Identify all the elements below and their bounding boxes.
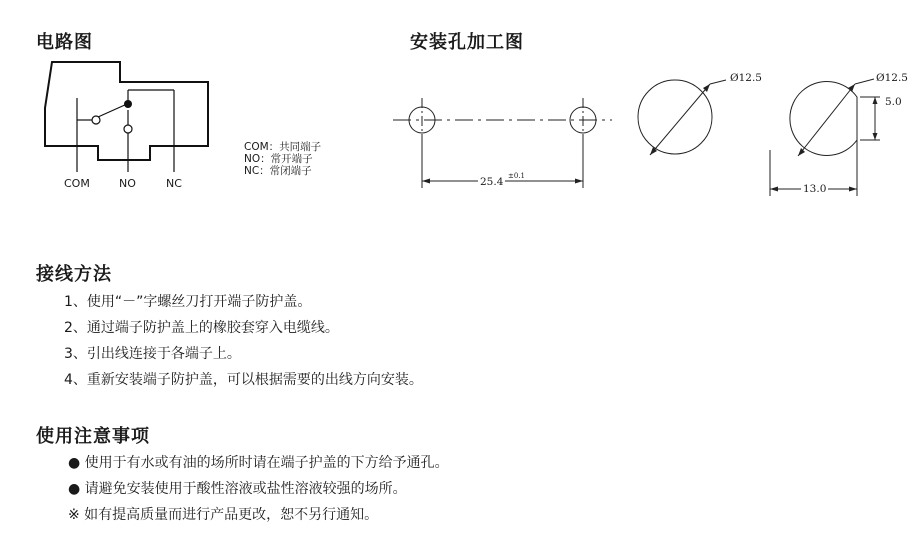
- precautions-title: 使用注意事项: [36, 426, 150, 447]
- circuit-title: 电路图: [36, 32, 93, 53]
- precaution-item: [68, 452, 449, 472]
- legend-no: NO：常开端子: [244, 153, 313, 165]
- precaution-item: [68, 478, 407, 498]
- legend-com: COM：共同端子: [244, 141, 322, 153]
- wiring-step: 2、通过端子防护盖上的橡胶套穿入电缆线。: [64, 320, 339, 336]
- com-contact: [92, 116, 100, 124]
- flat-width-value: 13.0: [803, 183, 827, 195]
- flat-height-value: 5.0: [885, 96, 902, 108]
- precaution-note: ※ 如有提高质量而进行产品更改，恕不另行通知。: [68, 507, 379, 523]
- precaution-text: 请避免安装使用于酸性溶液或盐性溶液较强的场所。: [84, 481, 407, 497]
- bullet-icon: ●: [68, 455, 81, 471]
- hole-spacing-value: 25.4: [480, 176, 504, 188]
- terminal-label-nc: NC: [166, 177, 182, 190]
- terminal-legend: [244, 141, 321, 177]
- terminal-label-no: NO: [119, 177, 136, 190]
- wiring-step: 1、使用“－”字螺丝刀打开端子防护盖。: [64, 294, 312, 310]
- terminal-label-com: COM: [64, 177, 90, 190]
- precaution-text: 使用于有水或有油的场所时请在端子护盖的下方给予通孔。: [84, 455, 449, 471]
- d-hole-diameter: Ø12.5: [876, 72, 908, 84]
- wiring-step: 3、引出线连接于各端子上。: [64, 346, 241, 362]
- round-hole-diameter: Ø12.5: [730, 72, 762, 84]
- mounting-title: 安装孔加工图: [410, 32, 524, 53]
- bullet-icon: ●: [68, 481, 81, 497]
- wiring-title: 接线方法: [36, 264, 112, 285]
- no-contact: [124, 125, 132, 133]
- nc-contact: [124, 100, 132, 108]
- hole-spacing-tolerance: ±0.1: [508, 172, 525, 180]
- legend-nc: NC：常闭端子: [244, 165, 312, 177]
- wiring-step: 4、重新安装端子防护盖，可以根据需要的出线方向安装。: [64, 372, 423, 388]
